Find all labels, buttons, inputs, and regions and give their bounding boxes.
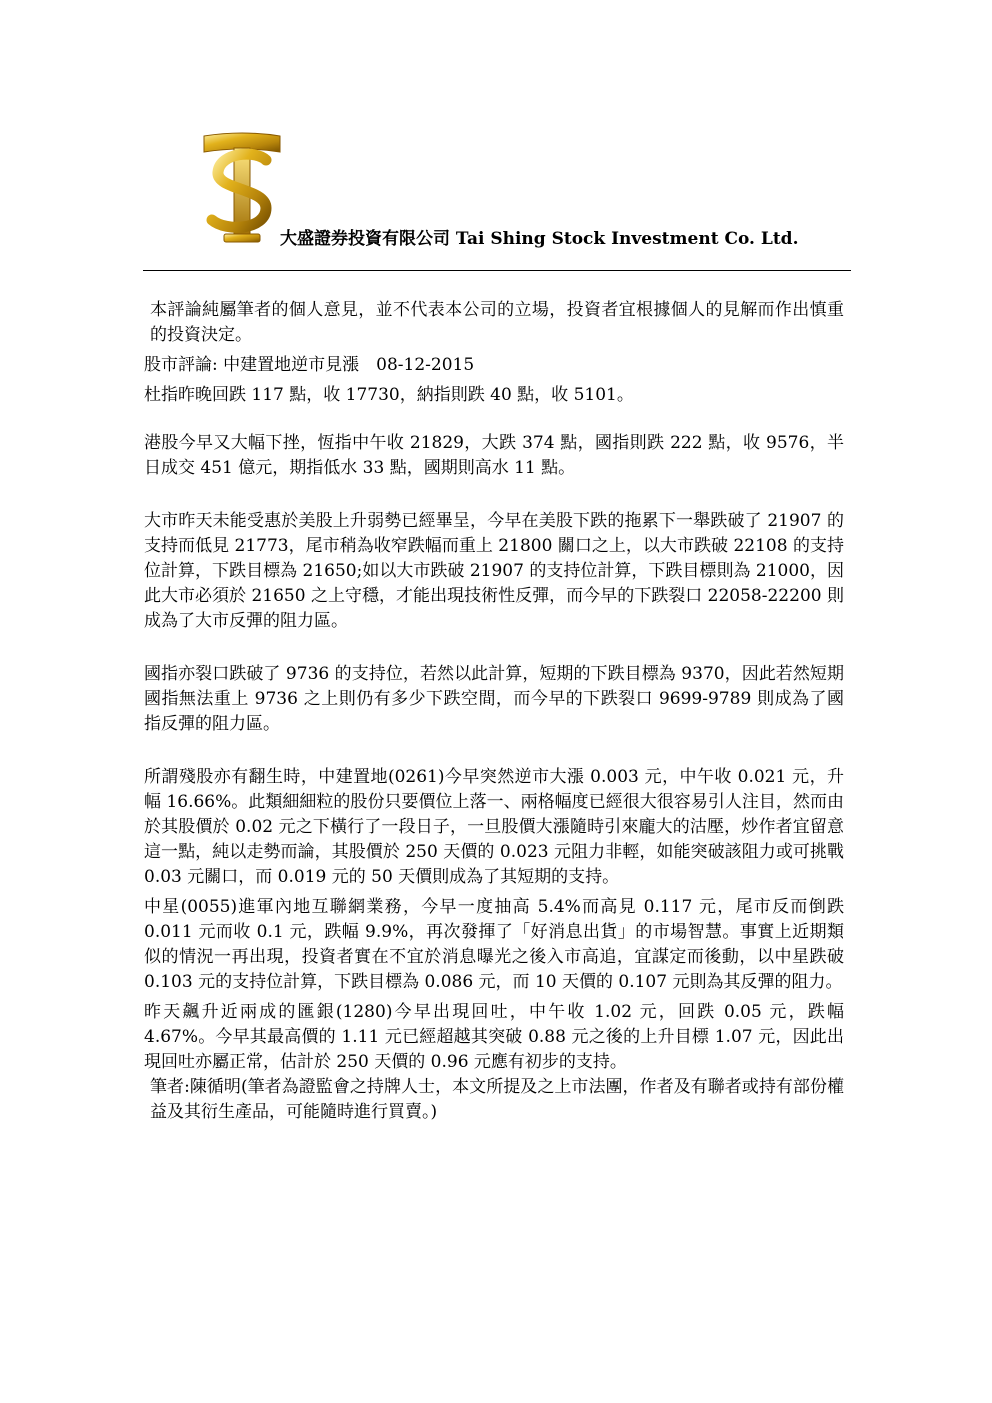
- article-title: 股市評論: 中建置地逆市見漲 08-12-2015: [144, 355, 475, 375]
- header-divider: [143, 270, 851, 271]
- paragraph-hk-market: 港股今早又大幅下挫，恆指中午收 21829，大跌 374 點，國指則跌 222 點，收 9576，半日成交 451 億元，期指低水 33 點，國期則高水 11 點。: [144, 433, 844, 478]
- paragraph-0261: 所謂殘股亦有翻生時，中建置地(0261)今早突然逆市大漲 0.003 元，中午收 0.021 元，升幅 16.66%。此類細細粒的股份只要價位上落一、兩格幅度已經很大很容易引人注目，然而由於其股價於 0.02 元之下橫行了一段日子，一旦股價大漲隨時引來龐大的沽壓，炒作者宜留意這一點，純以走勢而論，其股價於 250 天價的 0.023 元阻力非輕，如能突破該阻力或可挑戰 0.03 元關口，而 0.019 元的 50 天價則成為了其短期的支持。: [144, 767, 844, 887]
- author-note: 筆者:陳循明(筆者為證監會之持牌人士，本文所提及之上市法團，作者及有聯者或持有部份權益及其衍生產品，可能隨時進行買賣。): [150, 1077, 844, 1122]
- paragraph-0055: 中星(0055)進軍內地互聯網業務，今早一度抽高 5.4%而高見 0.117 元，尾市反而倒跌 0.011 元而收 0.1 元，跌幅 9.9%，再次發揮了「好消息出貨」的市場智慧。事實上近期類似的情況一再出現，投資者實在不宜於消息曝光之後入市高追，宜謀定而後動，以中星跌破 0.103 元的支持位計算，下跌目標為 0.086 元，而 10 天價的 0.107 元則為其反彈的阻力。: [144, 897, 844, 992]
- paragraph-hscei-analysis: 國指亦裂口跌破了 9736 的支持位，若然以此計算，短期的下跌目標為 9370，因此若然短期國指無法重上 9736 之上則仍有多少下跌空間，而今早的下跌裂口 9699-9789 則成為了國指反彈的阻力區。: [144, 664, 844, 734]
- disclaimer-text: 本評論純屬筆者的個人意見，並不代表本公司的立場，投資者宜根據個人的見解而作出慎重的投資決定。: [150, 300, 844, 345]
- paragraph-hsi-analysis: 大市昨天未能受惠於美股上升弱勢已經畢呈，今早在美股下跌的拖累下一舉跌破了 21907 的支持而低見 21773，尾市稍為收窄跌幅而重上 21800 關口之上，以大市跌破 22108 的支持位計算，下跌目標為 21650;如以大市跌破 21907 的支持位計算，下跌目標則為 21000，因此大市必須於 21650 之上守穩，才能出現技術性反彈，而今早的下跌裂口 22058-22200 則成為了大市反彈的阻力區。: [144, 511, 844, 631]
- paragraph-1280: 昨天飆升近兩成的匯銀(1280)今早出現回吐，中午收 1.02 元，回跌 0.05 元，跌幅 4.67%。今早其最高價的 1.11 元已經超越其突破 0.88 元之後的上升目標 1.07 元，因此出現回吐亦屬正常，估計於 250 天價的 0.96 元應有初步的支持。: [144, 1002, 844, 1072]
- company-logo-icon: [196, 128, 288, 246]
- article-body: [144, 298, 844, 1125]
- company-name: 大盛證券投資有限公司 Tai Shing Stock Investment Co. Ltd.: [280, 229, 799, 249]
- paragraph-us-market: 杜指昨晚回跌 117 點，收 17730，納指則跌 40 點，收 5101。: [144, 385, 634, 405]
